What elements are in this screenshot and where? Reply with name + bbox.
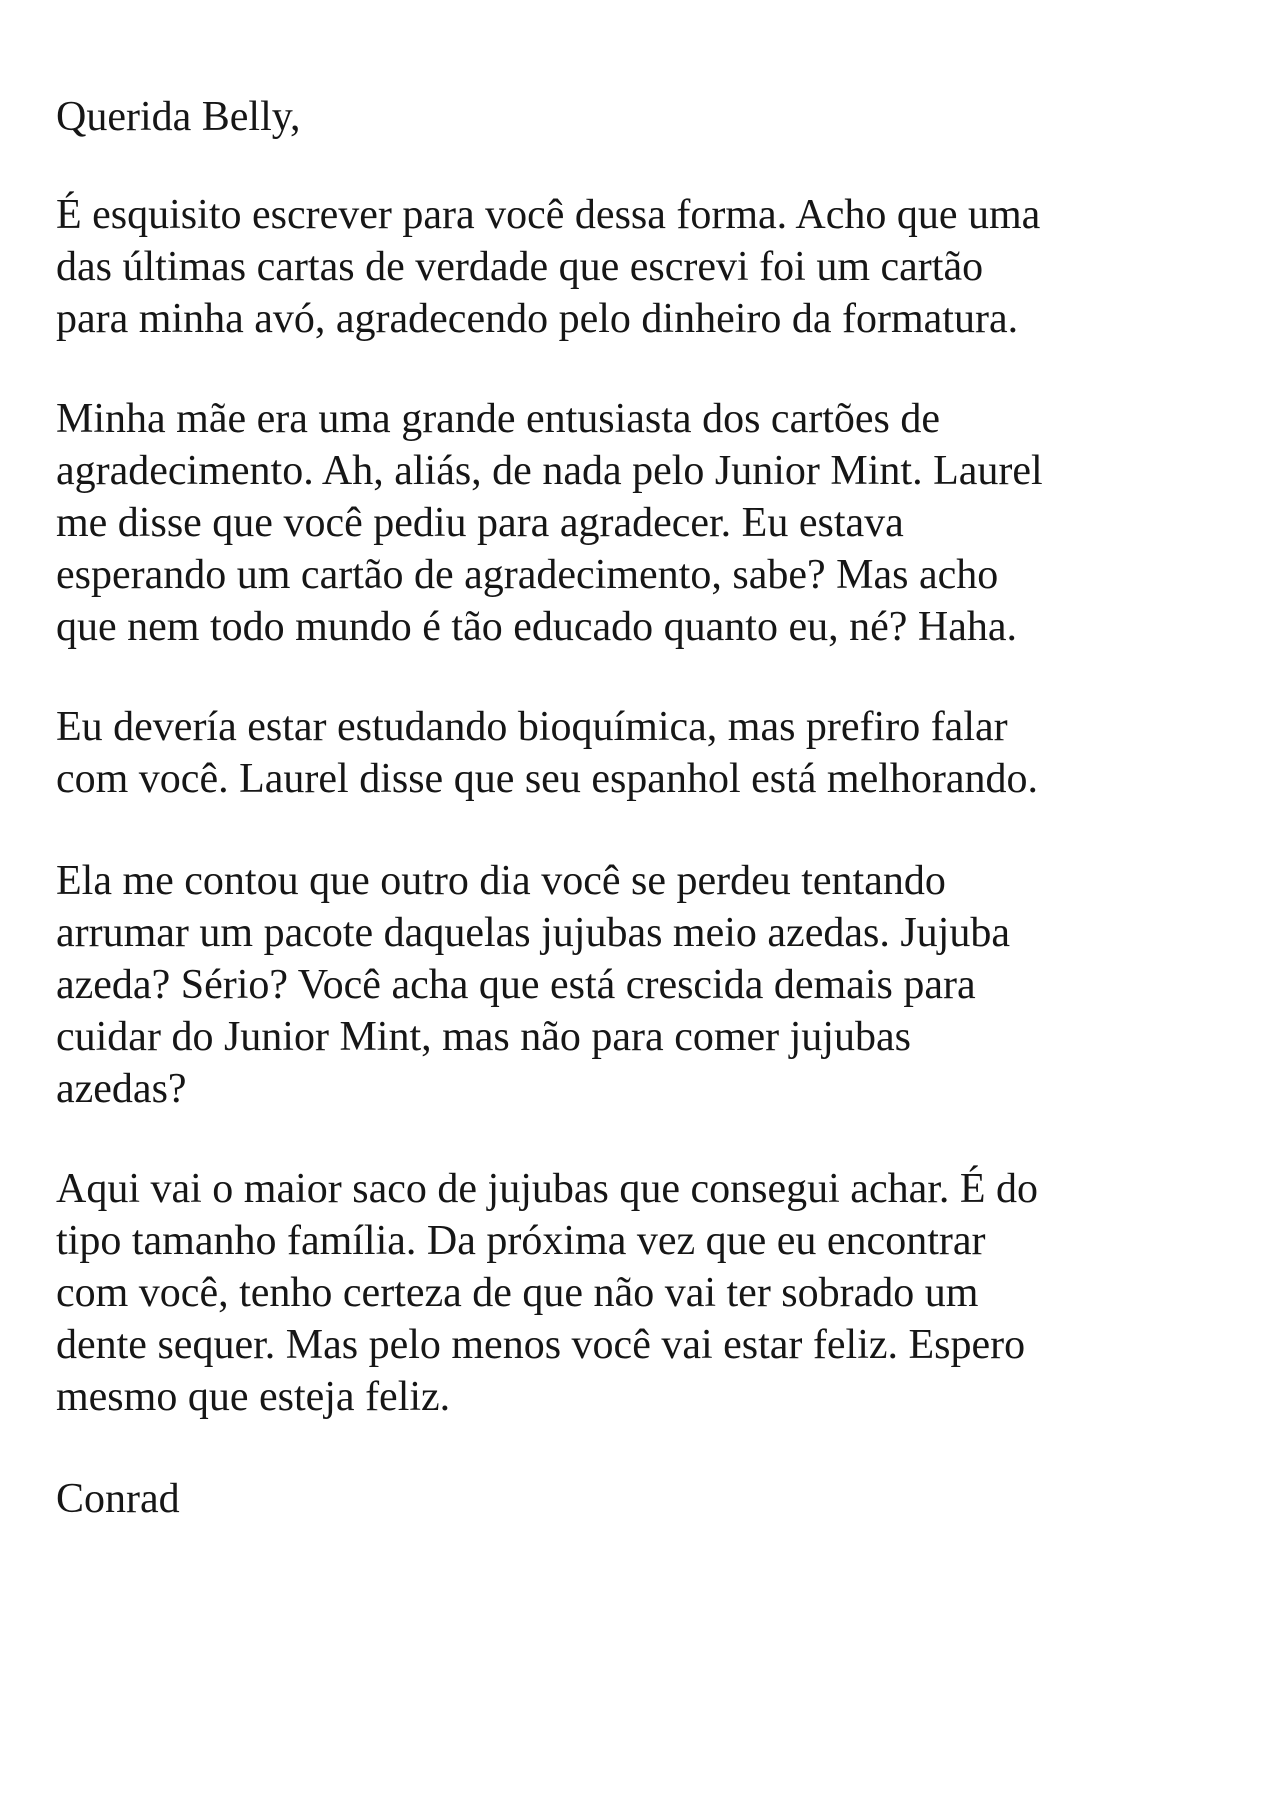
paragraph-line: com você, tenho certeza de que não vai ter sobrado um xyxy=(56,1270,979,1316)
paragraph-line: mesmo que esteja feliz. xyxy=(56,1374,451,1420)
greeting: Querida Belly, xyxy=(56,94,301,140)
paragraph-line: das últimas cartas de verdade que escrevi foi um cartão xyxy=(56,244,984,290)
paragraph-line: tipo tamanho família. Da próxima vez que eu encontrar xyxy=(56,1218,986,1264)
paragraph-line: cuidar do Junior Mint, mas não para comer jujubas xyxy=(56,1014,911,1060)
paragraph-line: com você. Laurel disse que seu espanhol está melhorando. xyxy=(56,756,1039,802)
paragraph-line: arrumar um pacote daquelas jujubas meio azedas. Jujuba xyxy=(56,910,1010,956)
paragraph-line: Ela me contou que outro dia você se perdeu tentando xyxy=(56,858,946,904)
paragraph-line: dente sequer. Mas pelo menos você vai estar feliz. Espero xyxy=(56,1322,1026,1368)
paragraph-line: Eu devería estar estudando bioquímica, mas prefiro falar xyxy=(56,704,1008,750)
paragraph-line: Minha mãe era uma grande entusiasta dos cartões de xyxy=(56,396,940,442)
paragraph-line: agradecimento. Ah, aliás, de nada pelo Junior Mint. Laurel xyxy=(56,448,1043,494)
paragraph-line: esperando um cartão de agradecimento, sabe? Mas acho xyxy=(56,552,999,598)
paragraph-line: azeda? Sério? Você acha que está crescida demais para xyxy=(56,962,976,1008)
paragraph-line: É esquisito escrever para você dessa forma. Acho que uma xyxy=(56,192,1041,238)
paragraph-line: me disse que você pediu para agradecer. Eu estava xyxy=(56,500,904,546)
signature: Conrad xyxy=(56,1476,180,1522)
paragraph-line: para minha avó, agradecendo pelo dinheiro da formatura. xyxy=(56,296,1019,342)
paragraph-line: que nem todo mundo é tão educado quanto eu, né? Haha. xyxy=(56,604,1018,650)
paragraph-line: azedas? xyxy=(56,1066,187,1112)
paragraph-line: Aqui vai o maior saco de jujubas que consegui achar. É do xyxy=(56,1166,1039,1212)
